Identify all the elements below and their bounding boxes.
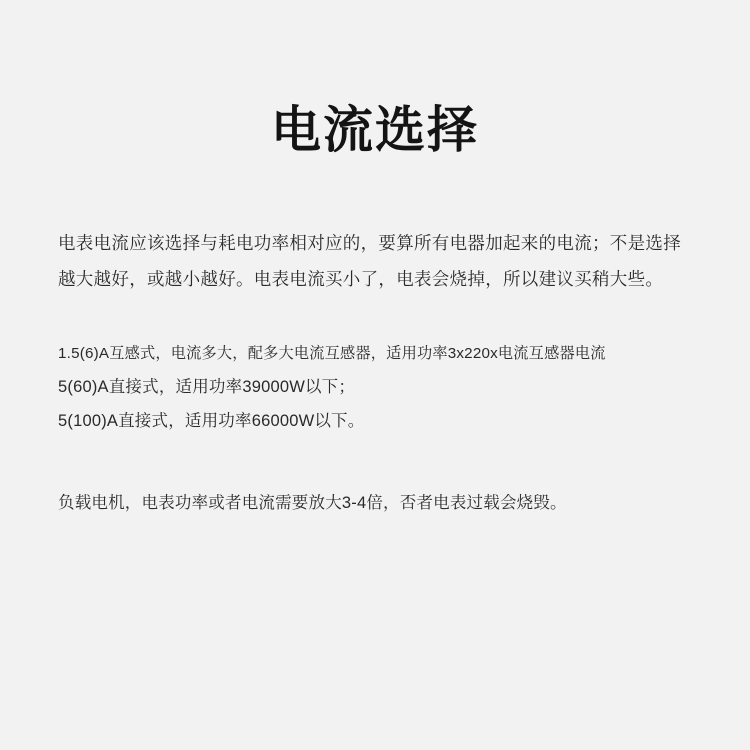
intro-paragraph: 电表电流应该选择与耗电功率相对应的，要算所有电器加起来的电流；不是选择越大越好，或越小越好。电表电流买小了，电表会烧掉，所以建议买稍大些。 <box>58 233 681 289</box>
intro-section <box>58 226 692 298</box>
note-section <box>58 487 692 521</box>
note-text: 负载电机，电表功率或者电流需要放大3-4倍，否者电表过载会烧毁。 <box>58 493 567 512</box>
spec-section <box>58 338 692 439</box>
spec-line-2: 5(60)A直接式，适用功率39000W以下； <box>58 377 356 396</box>
page-title: 电流选择 <box>271 102 479 158</box>
spec-line-1: 1.5(6)A互感式，电流多大，配多大电流互感器，适用功率3x220x电流互感器电流 <box>58 344 606 362</box>
spec-line-3: 5(100)A直接式，适用功率66000W以下。 <box>58 412 365 431</box>
